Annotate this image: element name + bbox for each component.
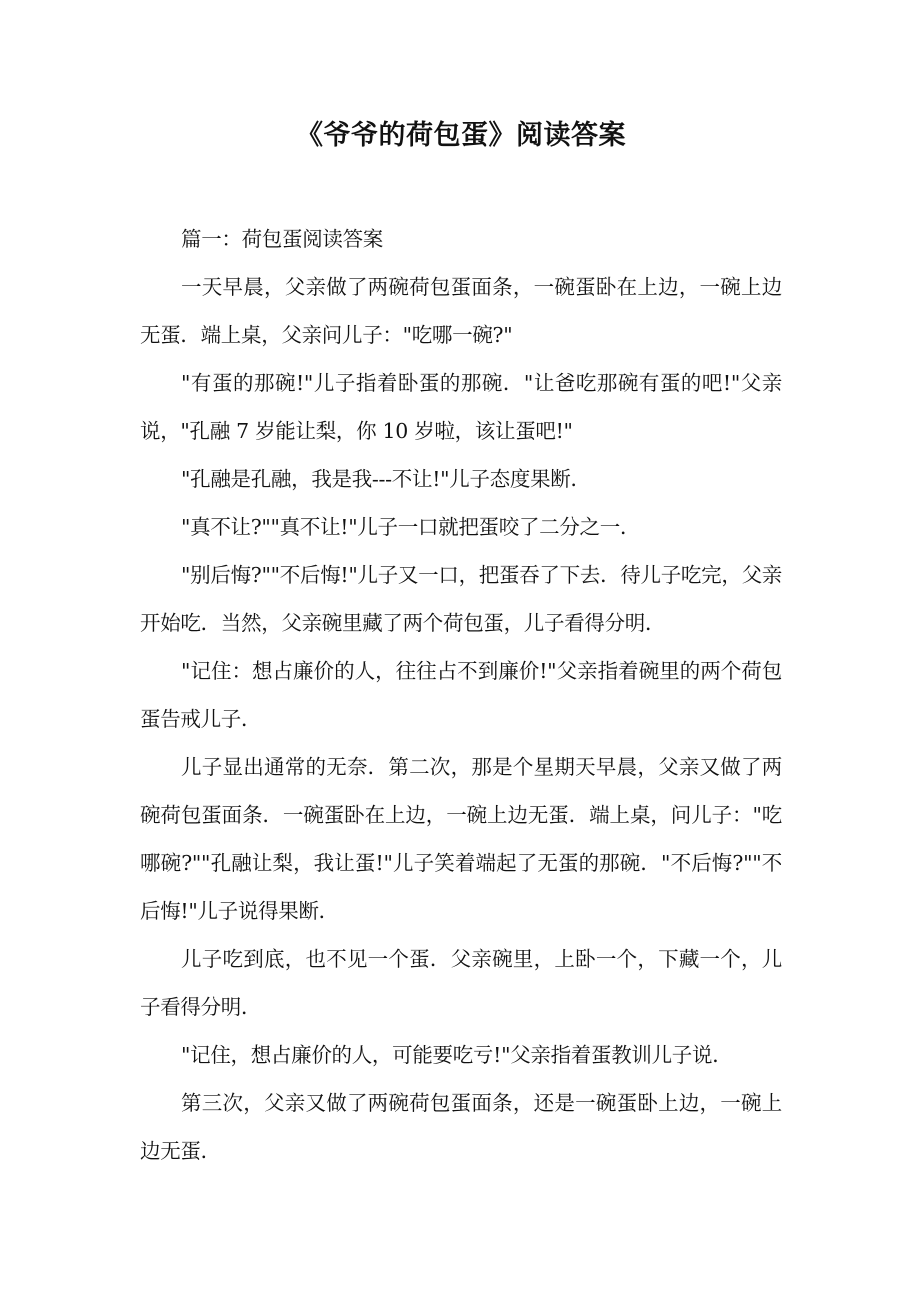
paragraph: "记住：想占廉价的人，往往占不到廉价!"父亲指着碗里的两个荷包蛋告戒儿子．	[140, 659, 782, 731]
paragraph: "有蛋的那碗!"儿子指着卧蛋的那碗．"让爸吃那碗有蛋的吧!"父亲说，"孔融 7 岁能让梨，你 10 岁啦，该让蛋吧!"	[140, 371, 782, 443]
paragraph: 一天早晨，父亲做了两碗荷包蛋面条，一碗蛋卧在上边，一碗上边无蛋．端上桌，父亲问儿子："吃哪一碗?"	[140, 275, 782, 347]
paragraph: 儿子显出通常的无奈．第二次，那是个星期天早晨，父亲又做了两碗荷包蛋面条．一碗蛋卧在上边，一碗上边无蛋．端上桌，问儿子："吃哪碗?""孔融让梨，我让蛋!"儿子笑着端起了无蛋的那碗．"不后悔?""不后悔!"儿子说得果断．	[140, 755, 782, 923]
paragraph: "真不让?""真不让!"儿子一口就把蛋咬了二分之一．	[181, 515, 641, 539]
paragraph-section-heading: 篇一：荷包蛋阅读答案	[181, 227, 383, 251]
document-body	[140, 215, 782, 1175]
paragraph: 第三次，父亲又做了两碗荷包蛋面条，还是一碗蛋卧上边，一碗上边无蛋．	[140, 1091, 782, 1163]
paragraph: 儿子吃到底，也不见一个蛋．父亲碗里，上卧一个，下藏一个，儿子看得分明．	[140, 947, 782, 1019]
paragraph: "别后悔?""不后悔!"儿子又一口，把蛋吞了下去．待儿子吃完，父亲开始吃．当然，父亲碗里藏了两个荷包蛋，儿子看得分明．	[140, 563, 782, 635]
paragraph: "记住，想占廉价的人，可能要吃亏!"父亲指着蛋教训儿子说．	[181, 1043, 733, 1067]
paragraph: "孔融是孔融，我是我---不让!"儿子态度果断．	[181, 467, 591, 491]
document-title: 《爷爷的荷包蛋》阅读答案	[296, 120, 626, 151]
